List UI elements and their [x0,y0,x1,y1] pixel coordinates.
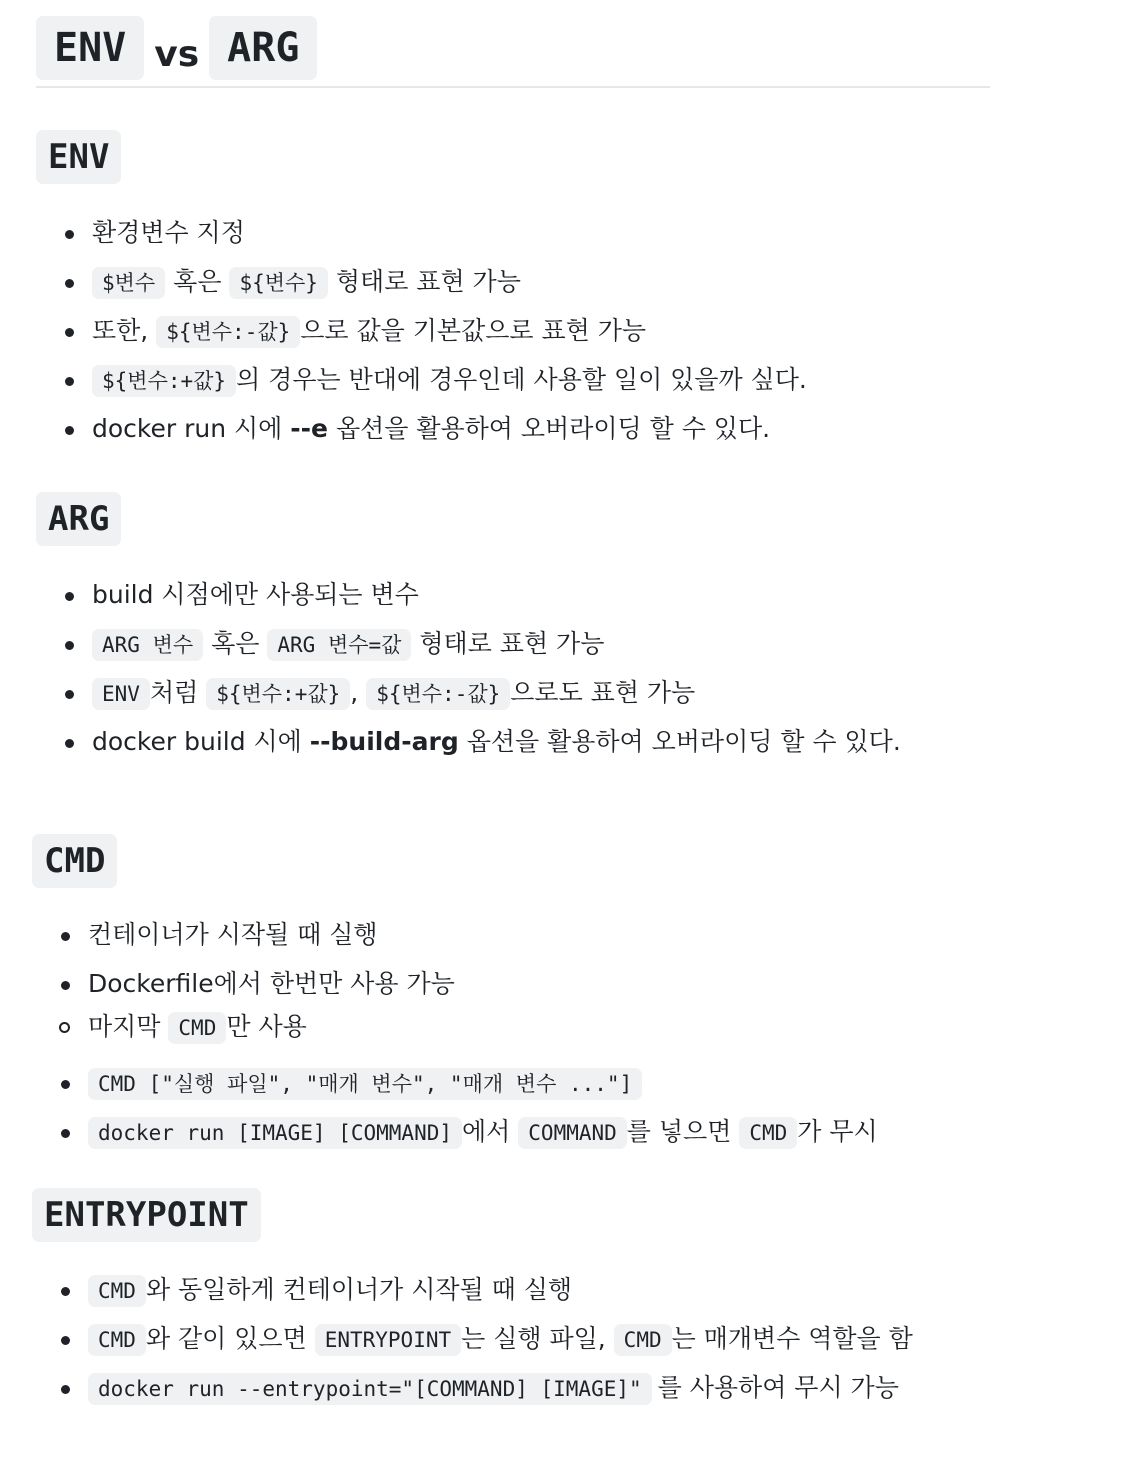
list-item [92,575,901,624]
text: 에서 [462,1117,511,1146]
inline-code: CMD [88,1275,146,1307]
text: 만 사용 [226,1012,307,1041]
text: docker build 시에 [92,727,302,756]
env-heading-code: ENV [36,130,121,184]
text: 혹은 [211,629,260,658]
list-item [88,1319,913,1368]
inline-code: ${변수:+값} [92,365,236,397]
strong-text: --e [290,414,328,443]
list-item [88,1063,878,1112]
inline-code: ${변수:-값} [366,678,510,710]
list-item [88,915,878,964]
arg-list [92,575,901,771]
text: , [350,678,359,707]
inline-code: ARG 변수 [92,629,203,661]
list-item [92,624,901,673]
text: build 시점에만 사용되는 변수 [92,580,419,609]
inline-code: CMD [614,1324,672,1356]
inline-code: $변수 [92,267,165,299]
text: 가 무시 [797,1117,878,1146]
inline-code: ${변수:-값} [156,316,300,348]
inline-code: CMD [739,1117,797,1149]
env-b1-text: 환경변수 지정 [92,218,245,247]
entrypoint-heading [32,1188,261,1242]
list-item [92,213,807,262]
text: 와 같이 있으면 [145,1324,307,1353]
text: 옵션을 활용하여 오버라이딩 할 수 있다. [335,414,771,443]
text: 혹은 [173,267,222,296]
text: 으로도 표현 가능 [510,678,696,707]
text: 는 매개변수 역할을 함 [671,1324,913,1353]
text: 옵션을 활용하여 오버라이딩 할 수 있다. [466,727,901,756]
text: 를 넣으면 [626,1117,732,1146]
entrypoint-list [88,1270,913,1417]
list-item [92,673,901,722]
arg-heading-code: ARG [36,492,121,546]
list-item [92,311,807,360]
text: 처럼 [149,678,199,707]
list-item [92,262,807,311]
inline-code: COMMAND [518,1117,627,1149]
text: 으로 값을 기본값으로 표현 가능 [300,316,647,345]
text: 의 경우는 반대에 경우인데 사용할 일이 있을까 싶다. [236,365,807,394]
inline-code: CMD [88,1324,146,1356]
list-item [88,1112,878,1161]
text: Dockerfile에서 한번만 사용 가능 [88,969,455,998]
arg-heading [36,492,121,546]
text: 는 실행 파일, [461,1324,606,1353]
text: 형태로 표현 가능 [419,629,605,658]
list-item-sub [32,1006,878,1048]
inline-code: docker run --entrypoint="[COMMAND] [IMAGE]" [88,1373,652,1405]
list-item [92,360,807,409]
inline-code: ENTRYPOINT [315,1324,461,1356]
list-item [92,722,901,771]
text: 마지막 [88,1012,161,1041]
text: 를 사용하여 무시 가능 [657,1373,899,1402]
title-vs: vs [154,33,200,75]
cmd-heading-code: CMD [32,834,117,888]
strong-text: --build-arg [309,727,459,756]
env-heading [36,130,121,184]
list-item [88,1270,913,1319]
text: docker run 시에 [92,414,283,443]
text: 와 동일하게 컨테이너가 시작될 때 실행 [145,1275,573,1304]
list-item [92,409,807,458]
text: 컨테이너가 시작될 때 실행 [88,920,378,949]
entrypoint-heading-code: ENTRYPOINT [32,1188,261,1242]
text: 또한, [92,316,149,345]
inline-code: CMD [168,1012,226,1044]
inline-code: ${변수:+값} [206,678,350,710]
page-title [36,16,990,88]
inline-code: ENV [92,678,150,710]
env-list [92,213,807,458]
inline-code: ${변수} [229,267,328,299]
inline-code: CMD ["실행 파일", "매개 변수", "매개 변수 ..."] [88,1068,642,1100]
inline-code: docker run [IMAGE] [COMMAND] [88,1117,462,1149]
text: 형태로 표현 가능 [335,267,521,296]
inline-code: ARG 변수=값 [267,629,411,661]
cmd-heading [32,834,117,888]
title-arg-code: ARG [209,16,317,80]
title-env-code: ENV [36,16,144,80]
cmd-list [88,915,878,1161]
list-item [88,1368,913,1417]
list-item [88,964,878,1006]
